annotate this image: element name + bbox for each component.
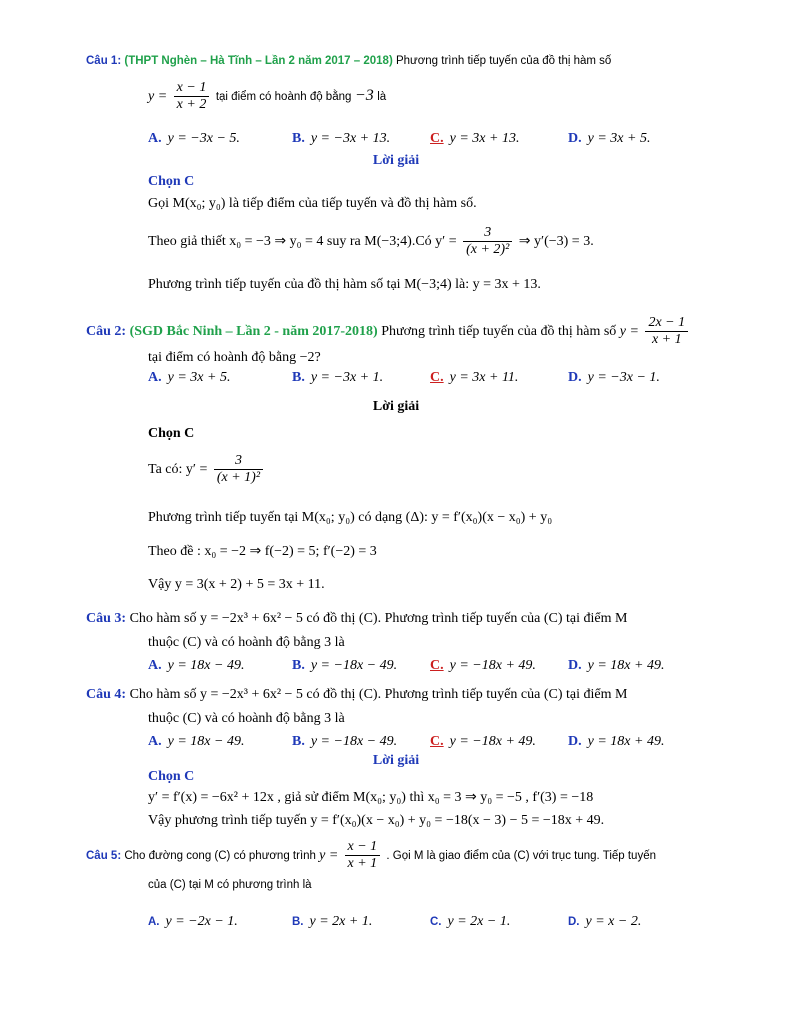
q5-option-c: [430, 913, 510, 931]
q2-option-c: [430, 369, 518, 387]
q3-option-c-label: C.: [430, 658, 444, 673]
q1-option-c-label: C.: [430, 131, 444, 146]
q3-option-b-text: y = −18x − 49.: [310, 658, 398, 673]
q3-option-b: [292, 657, 397, 675]
q4-option-d: [568, 733, 664, 751]
q2-option-c-label: C.: [430, 370, 444, 385]
q1-option-a: [148, 130, 240, 148]
q2-source: (SGD Bắc Ninh – Lần 2 - năm 2017-2018): [129, 324, 378, 339]
q1-choice: Chọn C: [148, 174, 195, 189]
q4-option-c-label: C.: [430, 734, 444, 749]
q2-choice: Chọn C: [148, 426, 195, 441]
q2-option-b-text: y = −3x + 1.: [310, 370, 384, 385]
q5-fn-denominator: x + 1: [347, 856, 378, 872]
q2-label: Câu 2:: [86, 324, 127, 339]
q1-fn-numerator: x − 1: [174, 80, 210, 97]
q2-solution-line-1: [148, 450, 266, 490]
q2-option-a-label: A.: [148, 370, 162, 385]
q5-header: [86, 836, 656, 876]
q3-option-c-text: y = −18x + 49.: [449, 658, 536, 673]
q3-option-d: [568, 657, 664, 675]
q2-stem: Phương trình tiếp tuyến của đồ thị hàm số: [381, 324, 617, 339]
q4-option-b: [292, 733, 397, 751]
q5-label: Câu 5:: [86, 850, 122, 862]
q2-option-b-label: B.: [292, 370, 305, 385]
q2-option-a-text: y = 3x + 5.: [167, 370, 231, 385]
q4-option-a: [148, 733, 244, 751]
q1-sol2-numerator: 3: [463, 225, 512, 242]
q5-stem2: . Gọi M là giao điểm của (C) với trục tung. Tiếp tuyến: [386, 850, 656, 862]
q2-solution-title: Lời giải: [372, 399, 420, 414]
q5-fn-fraction: [345, 839, 381, 872]
q2-fn-denominator: x + 1: [651, 332, 682, 348]
q2-option-d-label: D.: [568, 370, 582, 385]
q5-fn-lhs: y =: [319, 848, 339, 863]
q1-sol2-denominator: (x + 2)²: [466, 242, 510, 258]
q4-option-a-text: y = 18x − 49.: [167, 734, 245, 749]
q2-fn-numerator: 2x − 1: [645, 315, 688, 332]
q1-source: (THPT Nghèn – Hà Tĩnh – Lần 2 năm 2017 – 2018): [124, 55, 393, 67]
q5-option-a: [148, 913, 238, 931]
q4-option-d-text: y = 18x + 49.: [587, 734, 665, 749]
q4-choice: Chọn C: [148, 769, 195, 784]
q4-label: Câu 4:: [86, 687, 127, 702]
q1-sol2-part-a: Theo giả thiết x₀ = −3 ⇒ y₀ = 4 suy ra M(−3;4).Có y′ =: [148, 234, 457, 249]
q2-solution-line-4: Vậy y = 3(x + 2) + 5 = 3x + 11.: [148, 577, 325, 592]
q1-function-line: [148, 76, 386, 117]
q4-option-a-label: A.: [148, 734, 162, 749]
q5-option-c-text: y = 2x − 1.: [447, 914, 511, 929]
q4-solution-line-1: y′ = f′(x) = −6x² + 12x , giả sử điểm M(x₀; y₀) thì x₀ = 3 ⇒ y₀ = −5 , f′(3) = −18: [148, 790, 594, 805]
q1-option-a-text: y = −3x − 5.: [167, 131, 240, 146]
q5-option-a-label: A.: [148, 916, 160, 928]
q1-option-c: [430, 130, 519, 148]
q3-option-a: [148, 657, 244, 675]
q1-label: Câu 1:: [86, 55, 122, 67]
q3-stem: Cho hàm số y = −2x³ + 6x² − 5 có đồ thị (C). Phương trình tiếp tuyến của (C) tại điểm M: [129, 611, 628, 626]
q5-option-a-text: y = −2x − 1.: [165, 914, 238, 929]
q1-option-d: [568, 130, 650, 148]
q4-solution-line-2: Vậy phương trình tiếp tuyến y = f′(x₀)(x − x₀) + y₀ = −18(x − 3) − 5 = −18x + 49.: [148, 813, 605, 828]
q1-option-b-label: B.: [292, 131, 305, 146]
q1-option-d-text: y = 3x + 5.: [587, 131, 651, 146]
q2-option-c-text: y = 3x + 11.: [449, 370, 519, 385]
q1-solution-line-2: [148, 222, 594, 262]
q1-stem3: là: [377, 91, 387, 103]
q4-option-b-label: B.: [292, 734, 305, 749]
q1-solution-line-3: Phương trình tiếp tuyến của đồ thị hàm số tại M(−3;4) là: y = 3x + 13.: [148, 277, 541, 292]
q5-option-b: [292, 913, 372, 931]
q3-stem2: thuộc (C) và có hoành độ bằng 3 là: [148, 635, 345, 650]
q4-solution-title: Lời giải: [372, 753, 420, 768]
q2-option-d: [568, 369, 660, 387]
q4-option-d-label: D.: [568, 734, 582, 749]
q3-header: [86, 610, 627, 628]
q3-option-d-label: D.: [568, 658, 582, 673]
q1-stem: Phương trình tiếp tuyến của đồ thị hàm số: [395, 55, 612, 67]
q2-option-d-text: y = −3x − 1.: [587, 370, 660, 385]
q1-sol2-part-b: ⇒ y′(−3) = 3.: [518, 234, 594, 249]
q2-sol1-denominator: (x + 1)²: [216, 470, 261, 486]
q3-option-d-text: y = 18x + 49.: [587, 658, 665, 673]
q2-sol1-numerator: 3: [214, 453, 263, 470]
q2-fn-lhs: y =: [619, 324, 639, 339]
q1-fn-fraction: [174, 80, 210, 113]
q2-solution-line-3: Theo đề : x₀ = −2 ⇒ f(−2) = 5; f′(−2) = 3: [148, 544, 377, 559]
q3-option-b-label: B.: [292, 658, 305, 673]
q1-fn-lhs: y =: [148, 89, 168, 104]
q2-solution-line-2: Phương trình tiếp tuyến tại M(x₀; y₀) có dạng (Δ): y = f′(x₀)(x − x₀) + y₀: [148, 510, 553, 525]
q1-fn-denominator: x + 2: [176, 97, 207, 113]
q5-option-b-label: B.: [292, 916, 304, 928]
q3-option-a-label: A.: [148, 658, 162, 673]
q5-fn-numerator: x − 1: [345, 839, 381, 856]
q1-stem2: tại điểm có hoành độ bằng: [215, 91, 352, 103]
q2-header: [86, 312, 691, 352]
q2-option-a: [148, 369, 230, 387]
q5-option-b-text: y = 2x + 1.: [309, 914, 373, 929]
q3-option-a-text: y = 18x − 49.: [167, 658, 245, 673]
q1-solution-title: Lời giải: [372, 153, 420, 168]
q3-option-c: [430, 657, 536, 675]
q1-option-b: [292, 130, 390, 148]
q5-stem3: của (C) tại M có phương trình là: [148, 879, 312, 891]
q4-stem2: thuộc (C) và có hoành độ bằng 3 là: [148, 711, 345, 726]
q2-sol1-part-a: Ta có: y′ =: [148, 462, 208, 477]
q1-option-c-text: y = 3x + 13.: [449, 131, 520, 146]
q2-fn-fraction: [645, 315, 688, 348]
q4-option-b-text: y = −18x − 49.: [310, 734, 398, 749]
q1-solution-line-1: Gọi M(x₀; y₀) là tiếp điểm của tiếp tuyến và đồ thị hàm số.: [148, 196, 477, 211]
q2-option-b: [292, 369, 383, 387]
q3-label: Câu 3:: [86, 611, 127, 626]
q1-sol2-fraction: [463, 225, 512, 258]
q5-option-d-label: D.: [568, 916, 580, 928]
q5-option-d-text: y = x − 2.: [585, 914, 642, 929]
q5-stem: Cho đường cong (C) có phương trình: [124, 850, 316, 862]
q1-option-b-text: y = −3x + 13.: [310, 131, 391, 146]
q1-option-d-label: D.: [568, 131, 582, 146]
q4-header: [86, 686, 627, 704]
q5-option-c-label: C.: [430, 916, 442, 928]
q2-sol1-fraction: [214, 453, 263, 486]
q5-option-d: [568, 913, 641, 931]
q1-header: [86, 52, 611, 70]
q4-option-c-text: y = −18x + 49.: [449, 734, 536, 749]
q4-stem: Cho hàm số y = −2x³ + 6x² − 5 có đồ thị (C). Phương trình tiếp tuyến của (C) tại điểm M: [129, 687, 628, 702]
q1-option-a-label: A.: [148, 131, 162, 146]
q1-x0: −3: [354, 87, 374, 104]
q2-stem2: tại điểm có hoành độ bằng −2?: [148, 350, 321, 365]
q4-option-c: [430, 733, 536, 751]
